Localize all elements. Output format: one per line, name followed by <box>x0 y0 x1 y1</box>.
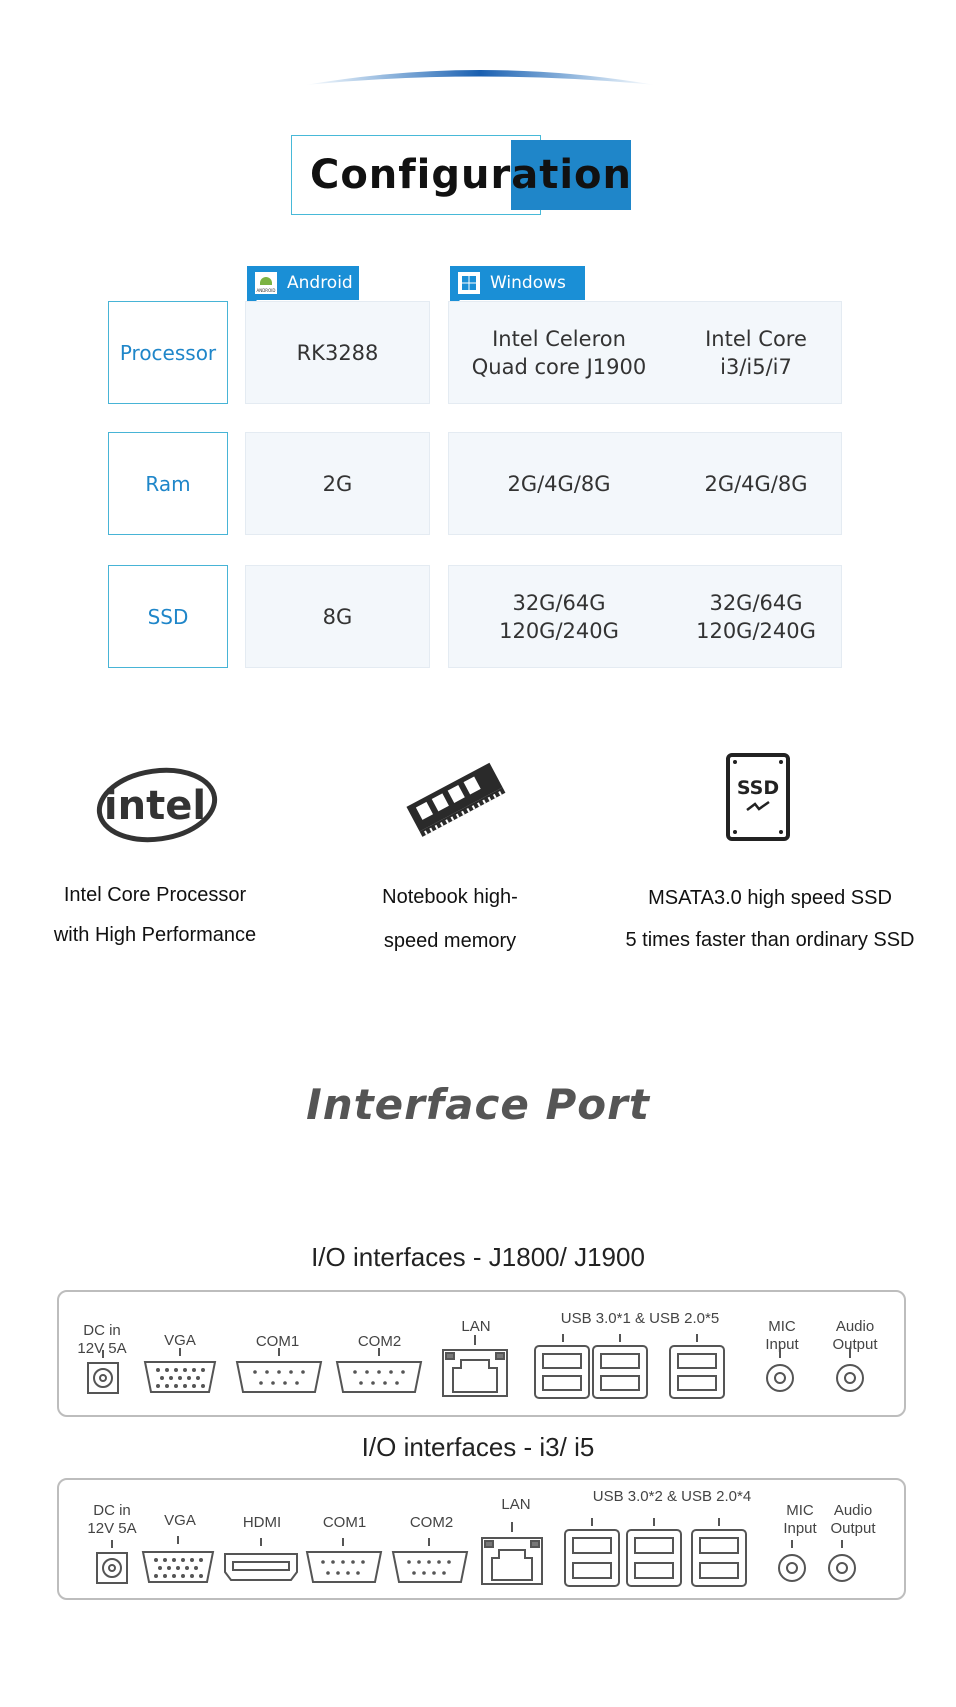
tab-android <box>247 266 359 300</box>
memory-module-icon <box>400 758 510 838</box>
android-icon <box>255 272 277 294</box>
cell-windows-ssd-core: 32G/64G 120G/240G <box>696 590 816 643</box>
io-panel-1-title: I/O interfaces - J1800/ J1900 <box>311 1242 645 1272</box>
cell-windows-ssd-celeron: 32G/64G 120G/240G <box>499 590 619 643</box>
intel-logo-icon <box>95 765 220 845</box>
ssd-logo-text: SSD <box>736 777 780 799</box>
io2-label-com1: COM1 <box>322 1514 367 1531</box>
cell-android-processor: RK3288 <box>245 301 430 404</box>
feature-ssd-text: MSATA3.0 high speed SSD 5 times faster than ordinary SSD <box>625 887 915 951</box>
intel-logo-text: intel <box>103 783 207 829</box>
ssd-icon <box>725 752 791 842</box>
io2-label-com2: COM2 <box>409 1514 454 1531</box>
io1-label-usb: USB 3.0*1 & USB 2.0*5 <box>560 1310 720 1327</box>
interface-port-title: Interface Port <box>306 1080 650 1129</box>
cell-windows-ram-celeron: 2G/4G/8G <box>507 471 611 496</box>
cell-android-ssd: 8G <box>245 565 430 668</box>
cell-windows-ssd <box>448 565 842 668</box>
io2-label-dc: DC in 12V 5A <box>87 1502 137 1537</box>
io2-label-audio: Audio Output <box>830 1502 876 1537</box>
row-label-processor: Processor <box>108 301 228 404</box>
io1-label-com1: COM1 <box>255 1333 300 1350</box>
decorative-swoosh <box>300 60 660 100</box>
row-label-ram: Ram <box>108 432 228 535</box>
cell-android-ram: 2G <box>245 432 430 535</box>
io2-label-usb: USB 3.0*2 & USB 2.0*4 <box>592 1488 752 1505</box>
io2-label-mic: MIC Input <box>783 1502 817 1537</box>
cell-windows-ram <box>448 432 842 535</box>
row-label-ssd: SSD <box>108 565 228 668</box>
tab-windows <box>450 266 585 300</box>
io1-label-vga: VGA <box>164 1332 196 1349</box>
cell-windows-processor-core: Intel Core i3/i5/i7 <box>705 326 807 379</box>
tab-android-label: Android <box>287 273 353 293</box>
io1-label-com2: COM2 <box>357 1333 402 1350</box>
windows-icon <box>458 272 480 294</box>
io2-label-hdmi: HDMI <box>242 1514 282 1531</box>
io1-label-lan: LAN <box>461 1318 491 1335</box>
io1-label-dc: DC in 12V 5A <box>77 1322 127 1357</box>
cell-windows-ram-core: 2G/4G/8G <box>704 471 808 496</box>
io1-label-audio: Audio Output <box>832 1318 878 1353</box>
feature-intel-text: Intel Core Processor with High Performance <box>53 884 257 946</box>
android-icon-text: ANDROID <box>256 288 276 293</box>
io2-label-lan: LAN <box>501 1496 531 1513</box>
io-panel-1-ports <box>57 1290 906 1417</box>
io-panel-2-ports <box>57 1478 906 1600</box>
cell-windows-processor <box>448 301 842 404</box>
io2-label-vga: VGA <box>164 1512 196 1529</box>
config-title: Configuration <box>309 152 633 198</box>
io-panel-2-title: I/O interfaces - i3/ i5 <box>361 1432 595 1462</box>
tab-windows-label: Windows <box>490 273 566 293</box>
io1-label-mic: MIC Input <box>765 1318 799 1353</box>
cell-windows-processor-celeron: Intel Celeron Quad core J1900 <box>471 326 647 379</box>
feature-memory-text: Notebook high- speed memory <box>382 886 518 952</box>
